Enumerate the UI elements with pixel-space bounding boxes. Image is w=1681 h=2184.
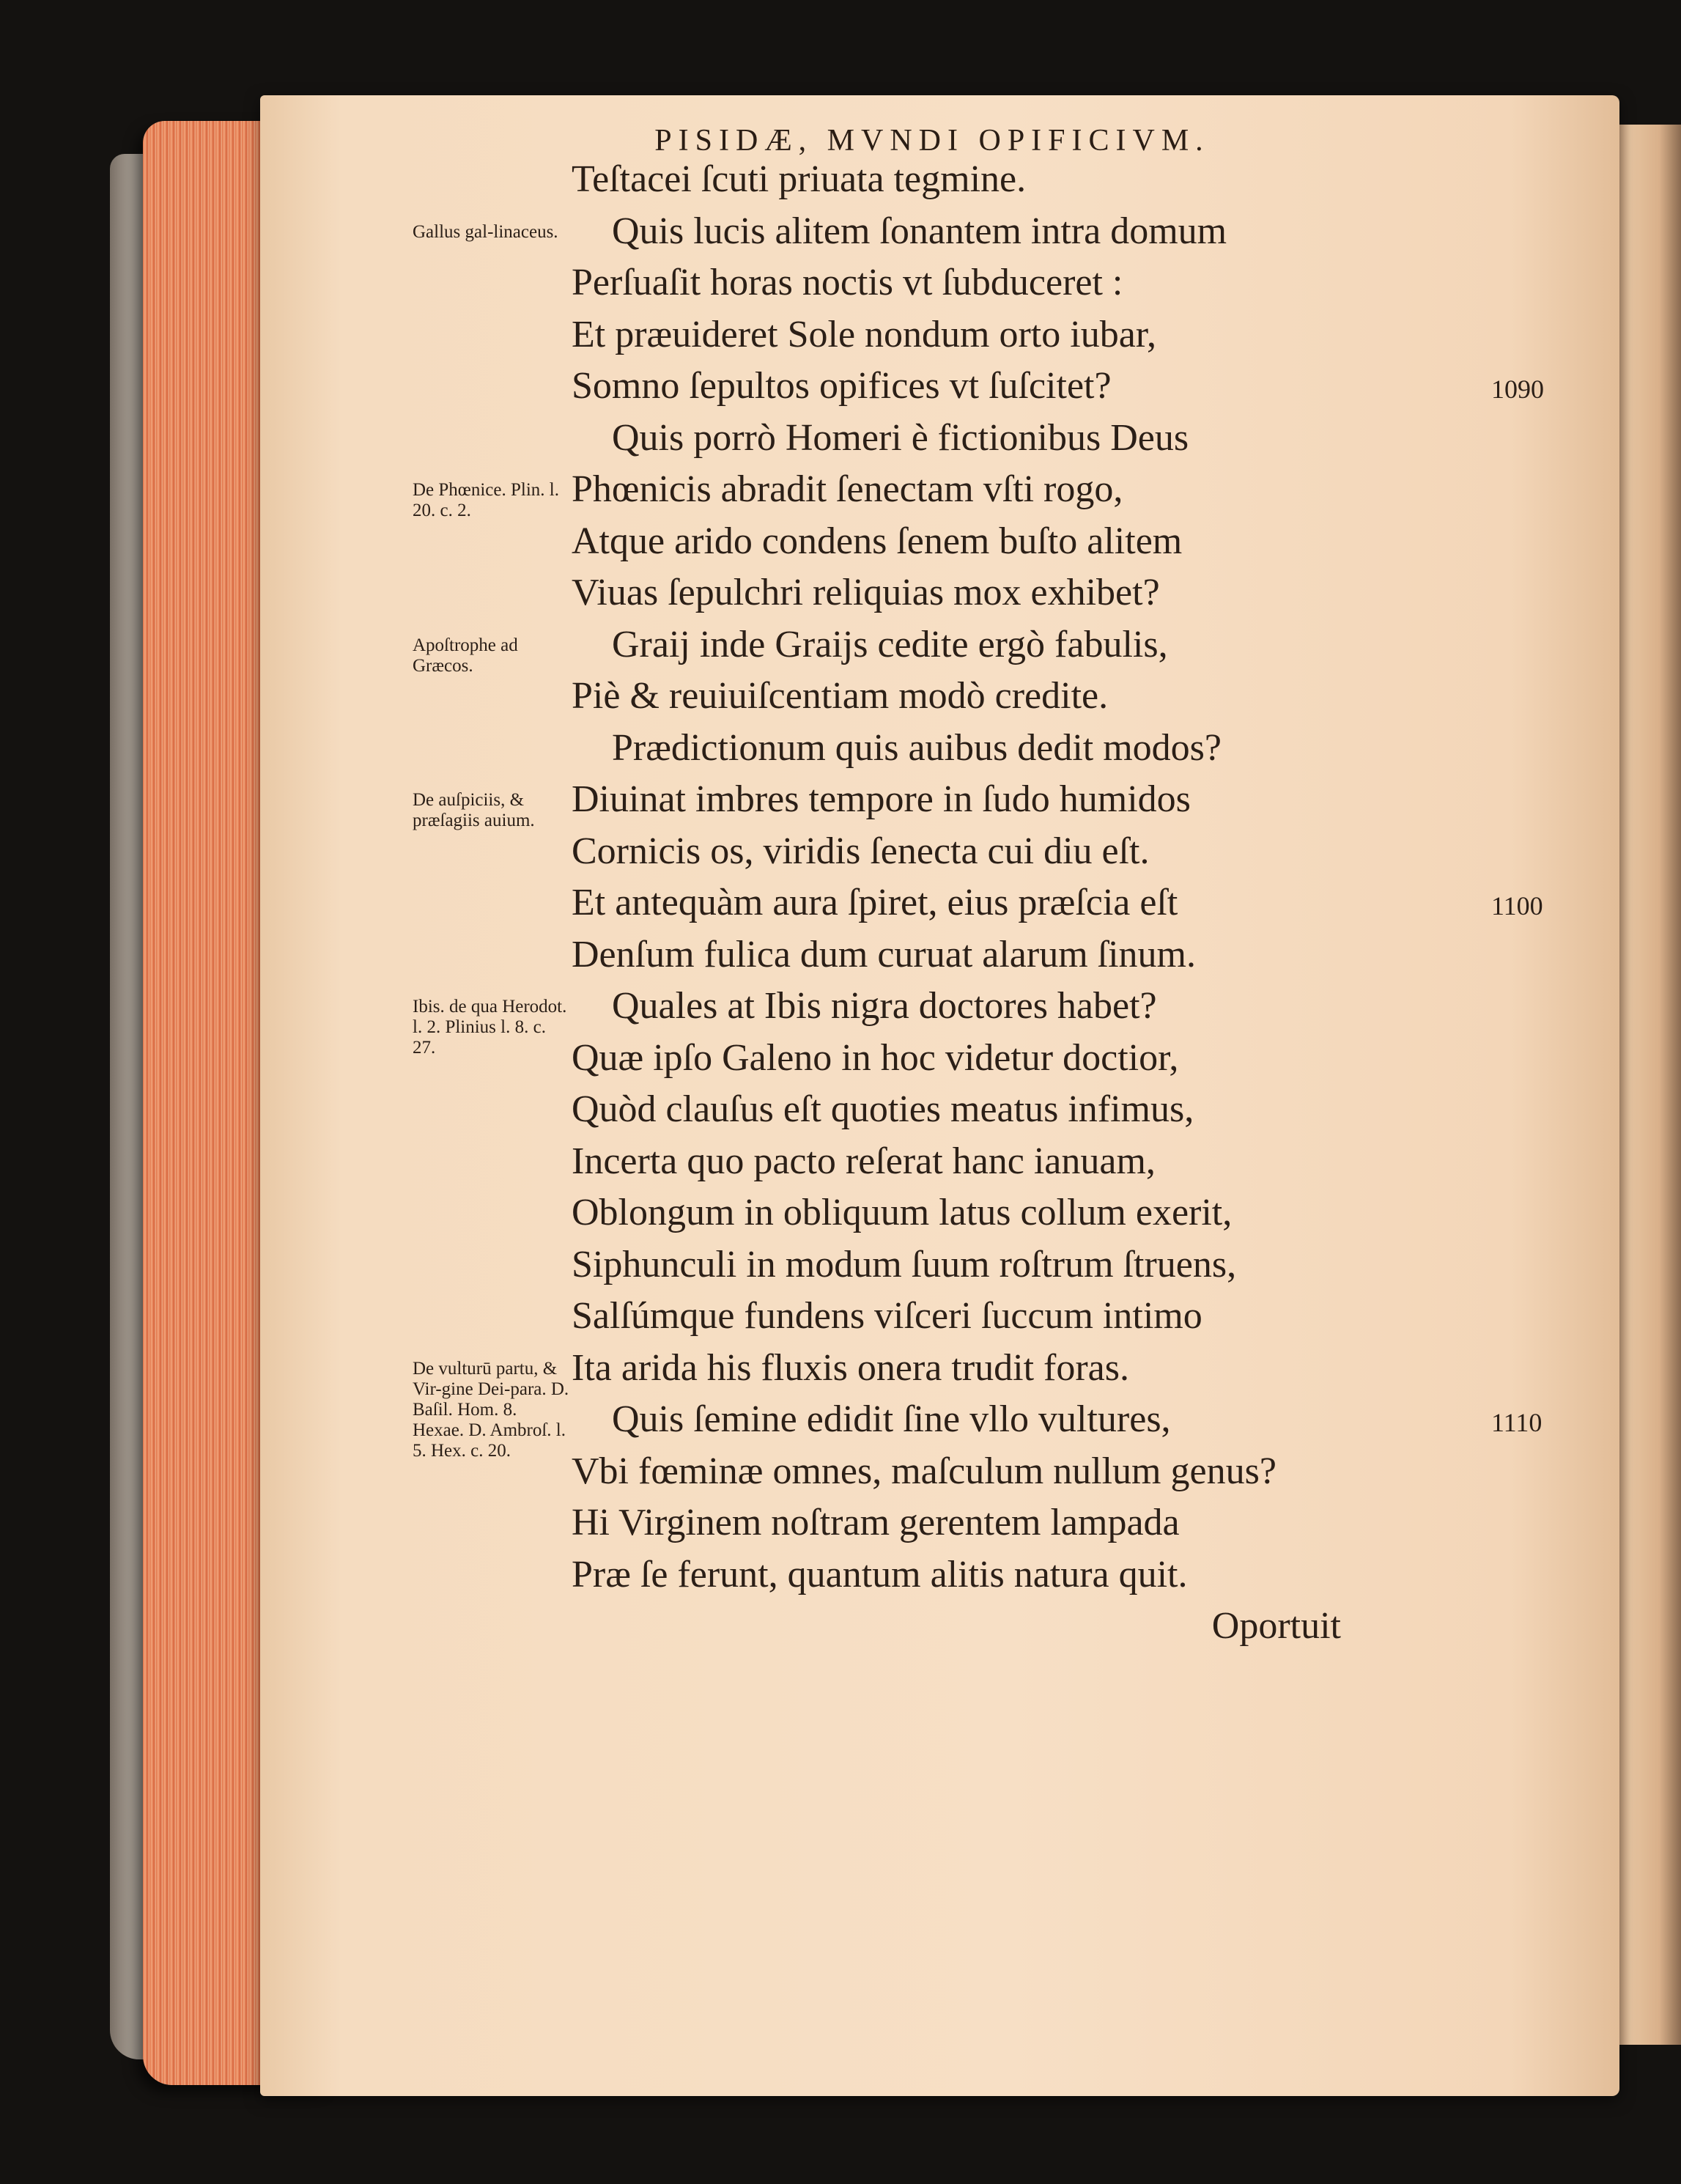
line-number: 1110 [1491, 1408, 1543, 1437]
verse-line: Quòd clauſus eſt quoties meatus infimus, [572, 1088, 1194, 1130]
line-number: 1100 [1491, 891, 1543, 921]
verse-line: Phœnicis abradit ſenectam vſti rogo, [572, 468, 1123, 510]
margin-note: Gallus gal-linaceus. [413, 221, 558, 242]
margin-note: Ibis. de qua Herodot. l. 2. Plinius l. 8. c. 27. [413, 997, 567, 1058]
verse-line: Et antequàm aura ſpiret, eius præſcia eſt [572, 882, 1178, 923]
margin-note: Apoſtrophe ad Græcos. [413, 635, 518, 676]
verse-line: Siphunculi in modum ſuum roſtrum ſtruens, [572, 1243, 1237, 1285]
verse-line: Viuas ſepulchri reliquias mox exhibet? [572, 572, 1160, 613]
verse-line: Oblongum in obliquum latus collum exerit, [572, 1192, 1233, 1233]
margin-note: De vulturū partu, & Vir-gine Dei-para. D. Baſil. Hom. 8. Hexae. D. Ambroſ. l. 5. Hex. c. 20. [413, 1358, 569, 1461]
verse-line: Incerta quo pacto reſerat hanc ianuam, [572, 1140, 1156, 1182]
verse-line: Graij inde Graijs cedite ergò fabulis, [612, 623, 1168, 665]
verse-line: Quæ ipſo Galeno in hoc videtur doctior, [572, 1036, 1179, 1079]
verse-line: Piè & reuiuiſcentiam modò credite. [572, 675, 1109, 717]
verse-line: Præ ſe ferunt, quantum alitis natura quit. [572, 1553, 1188, 1595]
verse-line: Diuinat imbres tempore in ſudo humidos [572, 778, 1191, 820]
margin-note: De Phœnice. Plin. l. 20. c. 2. [413, 480, 559, 520]
margin-note: De auſpiciis, & præſagiis auium. [413, 790, 535, 830]
verse-line: Hi Virginem noſtram gerentem lampada [572, 1502, 1180, 1543]
verse-line: Quis porrò Homeri è fictionibus Deus [612, 416, 1189, 459]
verse-line: Ita arida his fluxis onera trudit foras. [572, 1346, 1129, 1389]
verse-line: Denſum fulica dum curuat alarum ſinum. [572, 933, 1196, 975]
verse-line: Quis ſemine edidit ſine vllo vultures, [612, 1398, 1171, 1440]
verse-line: Salſúmque fundens viſceri ſuccum intimo [572, 1295, 1202, 1337]
verse-line: Somno ſepultos opifices vt ſuſcitet? [572, 365, 1112, 407]
verse-line: Cornicis os, viridis ſenecta cui diu eſt. [572, 830, 1150, 872]
verse-line: Teſtacei ſcuti priuata tegmine. [572, 158, 1027, 200]
running-header: PISIDÆ, MVNDI OPIFICIVM. [654, 124, 1210, 158]
line-number: 1090 [1491, 375, 1544, 404]
catchword: Oportuit [1211, 1605, 1341, 1647]
verse-line: Prædictionum quis auibus dedit modos? [612, 726, 1222, 769]
verse-line: Perſuaſit horas noctis vt ſubduceret : [572, 262, 1123, 303]
verse-line: Quales at Ibis nigra doctores habet? [612, 985, 1157, 1027]
verse-line: Atque arido condens ſenem buſto alitem [572, 520, 1183, 562]
verse-text [572, 154, 1488, 1653]
verse-line: Et præuideret Sole nondum orto iubar, [572, 313, 1157, 355]
verse-line: Quis lucis alitem ſonantem intra domum [612, 210, 1227, 252]
verse-line: Vbi fœminæ omnes, maſculum nullum genus? [572, 1450, 1277, 1492]
